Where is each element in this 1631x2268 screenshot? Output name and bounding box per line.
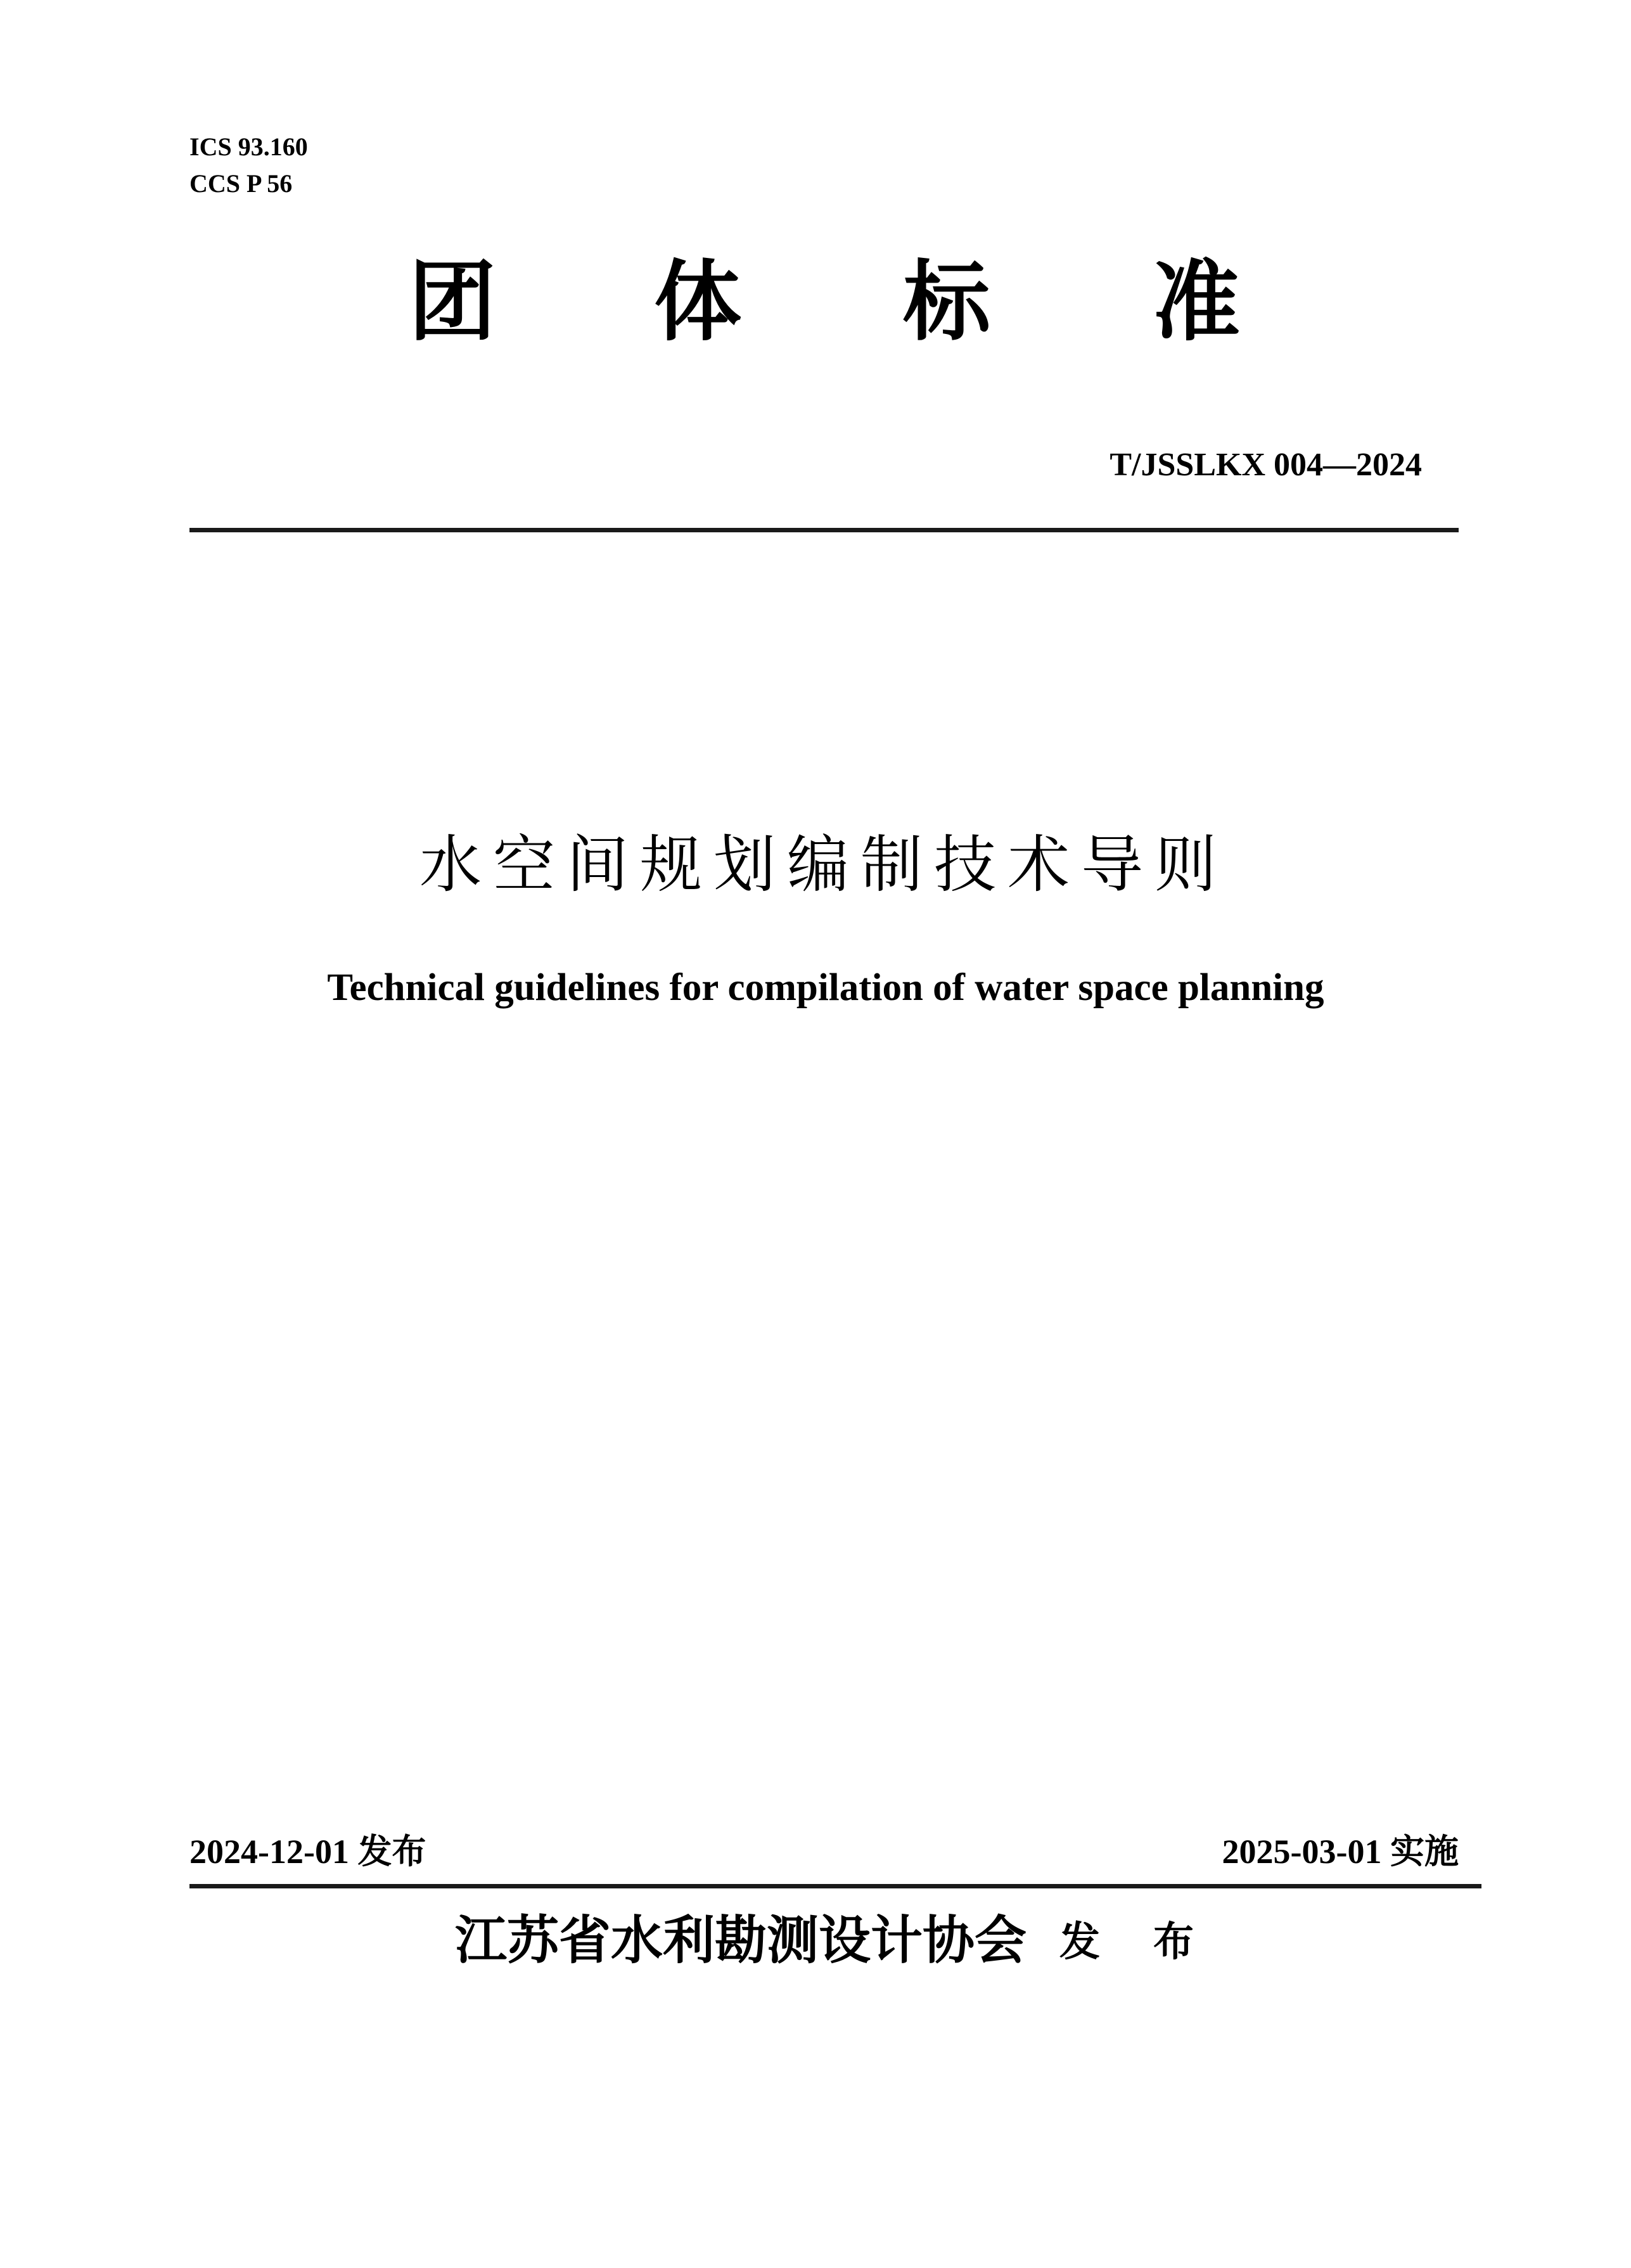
issuer-name: 江苏省水利勘测设计协会: [455, 1912, 1027, 1970]
standard-type-char: 团: [409, 251, 497, 353]
footer-divider: [189, 1884, 1481, 1888]
header-divider: [189, 528, 1459, 532]
ccs-code: CCS P 56: [189, 169, 293, 198]
standard-type-char: 标: [903, 251, 991, 353]
title-chinese: 水空间规划编制技术导则: [419, 829, 1228, 901]
standard-type-char: 准: [1153, 251, 1241, 353]
title-english: Technical guidelines for compilation of water space planning: [327, 966, 1324, 1009]
ics-code: ICS 93.160: [189, 132, 308, 161]
publish-date: 2024-12-01 发布: [189, 1833, 426, 1871]
standard-number: T/JSSLKX 004—2024: [1110, 447, 1422, 483]
implement-date: 2025-03-01 实施: [1222, 1833, 1459, 1871]
standard-type-char: 体: [654, 251, 742, 353]
issuer-action: 发 布: [1059, 1919, 1200, 1964]
